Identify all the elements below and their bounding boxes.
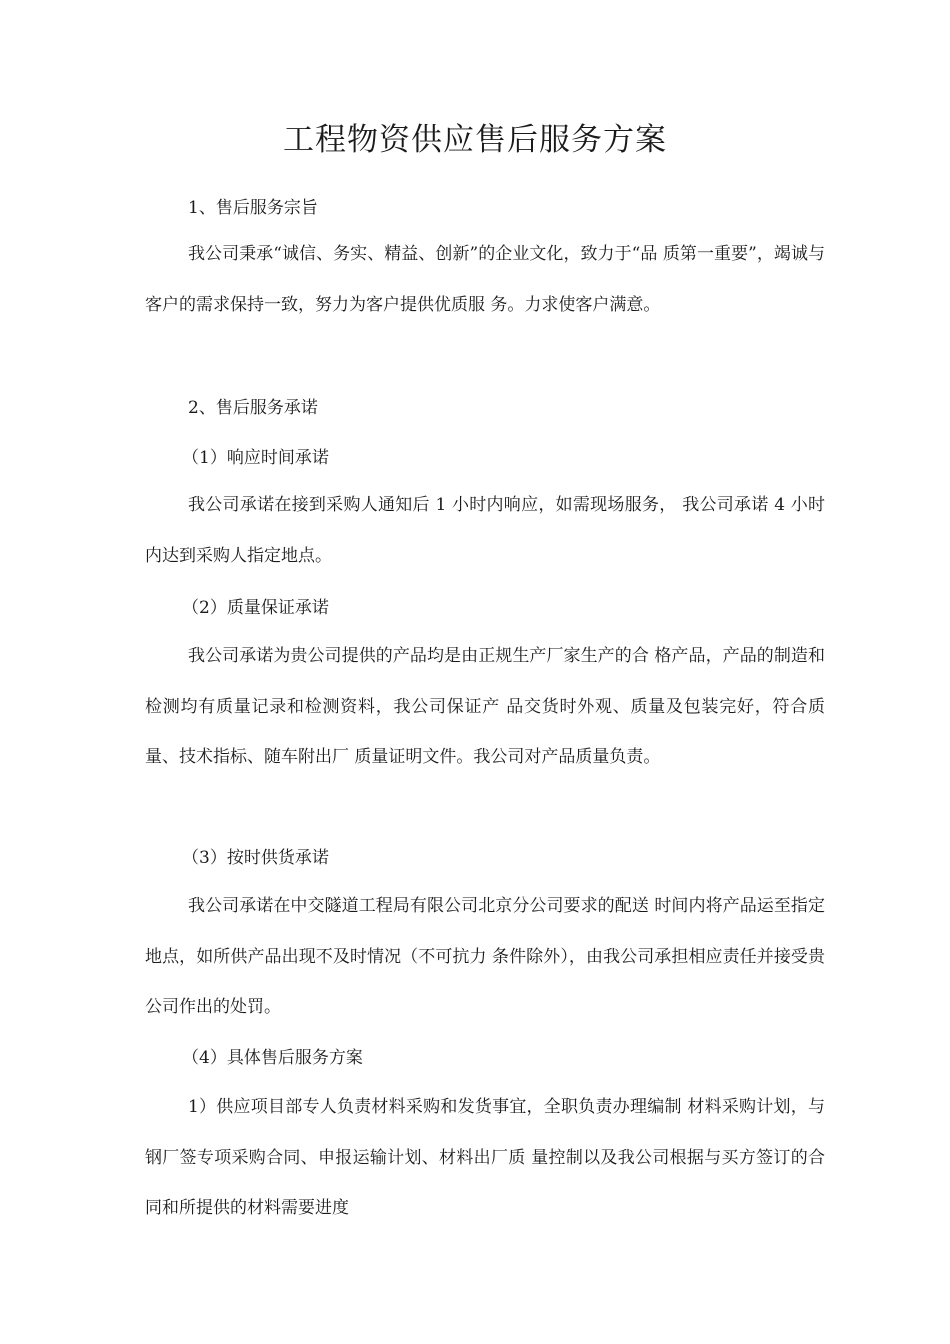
section-heading-2: 2、售后服务承诺: [188, 398, 318, 418]
paragraph-service-plan: 1）供应项目部专人负责材料采购和发货事宜，全职负责办理编制 材料采购计划，与钢厂签专项采购合同、申报运输计划、材料出厂质 量控制以及我公司根据与买方签订的合同和所提供的材料需要进度: [145, 1097, 825, 1218]
paragraph-response-time: 我公司承诺在接到采购人通知后 1 小时内响应，如需现场服务， 我公司承诺 4 小时内达到采购人指定地点。: [145, 495, 825, 566]
subsection-heading-service-plan: （4）具体售后服务方案: [182, 1048, 363, 1068]
subsection-heading-response-time: （1）响应时间承诺: [182, 448, 329, 468]
subsection-heading-quality: （2）质量保证承诺: [182, 598, 329, 618]
paragraph-quality: 我公司承诺为贵公司提供的产品均是由正规生产厂家生产的合 格产品，产品的制造和检测均有质量记录和检测资料，我公司保证产 品交货时外观、质量及包装完好，符合质量、技术指标、随车附出厂 质量证明文件。我公司对产品质量负责。: [145, 646, 825, 767]
paragraph-service-purpose: 我公司秉承“诚信、务实、精益、创新”的企业文化，致力于“品 质第一重要”，竭诚与客户的需求保持一致，努力为客户提供优质服 务。力求使客户满意。: [145, 244, 825, 315]
section-heading-1: 1、售后服务宗旨: [188, 198, 318, 218]
subsection-heading-delivery: （3）按时供货承诺: [182, 848, 329, 868]
document-title: 工程物资供应售后服务方案: [283, 122, 667, 158]
paragraph-delivery: 我公司承诺在中交隧道工程局有限公司北京分公司要求的配送 时间内将产品运至指定地点，如所供产品出现不及时情况（不可抗力 条件除外），由我公司承担相应责任并接受贵公司作出的处罚。: [145, 896, 825, 1017]
